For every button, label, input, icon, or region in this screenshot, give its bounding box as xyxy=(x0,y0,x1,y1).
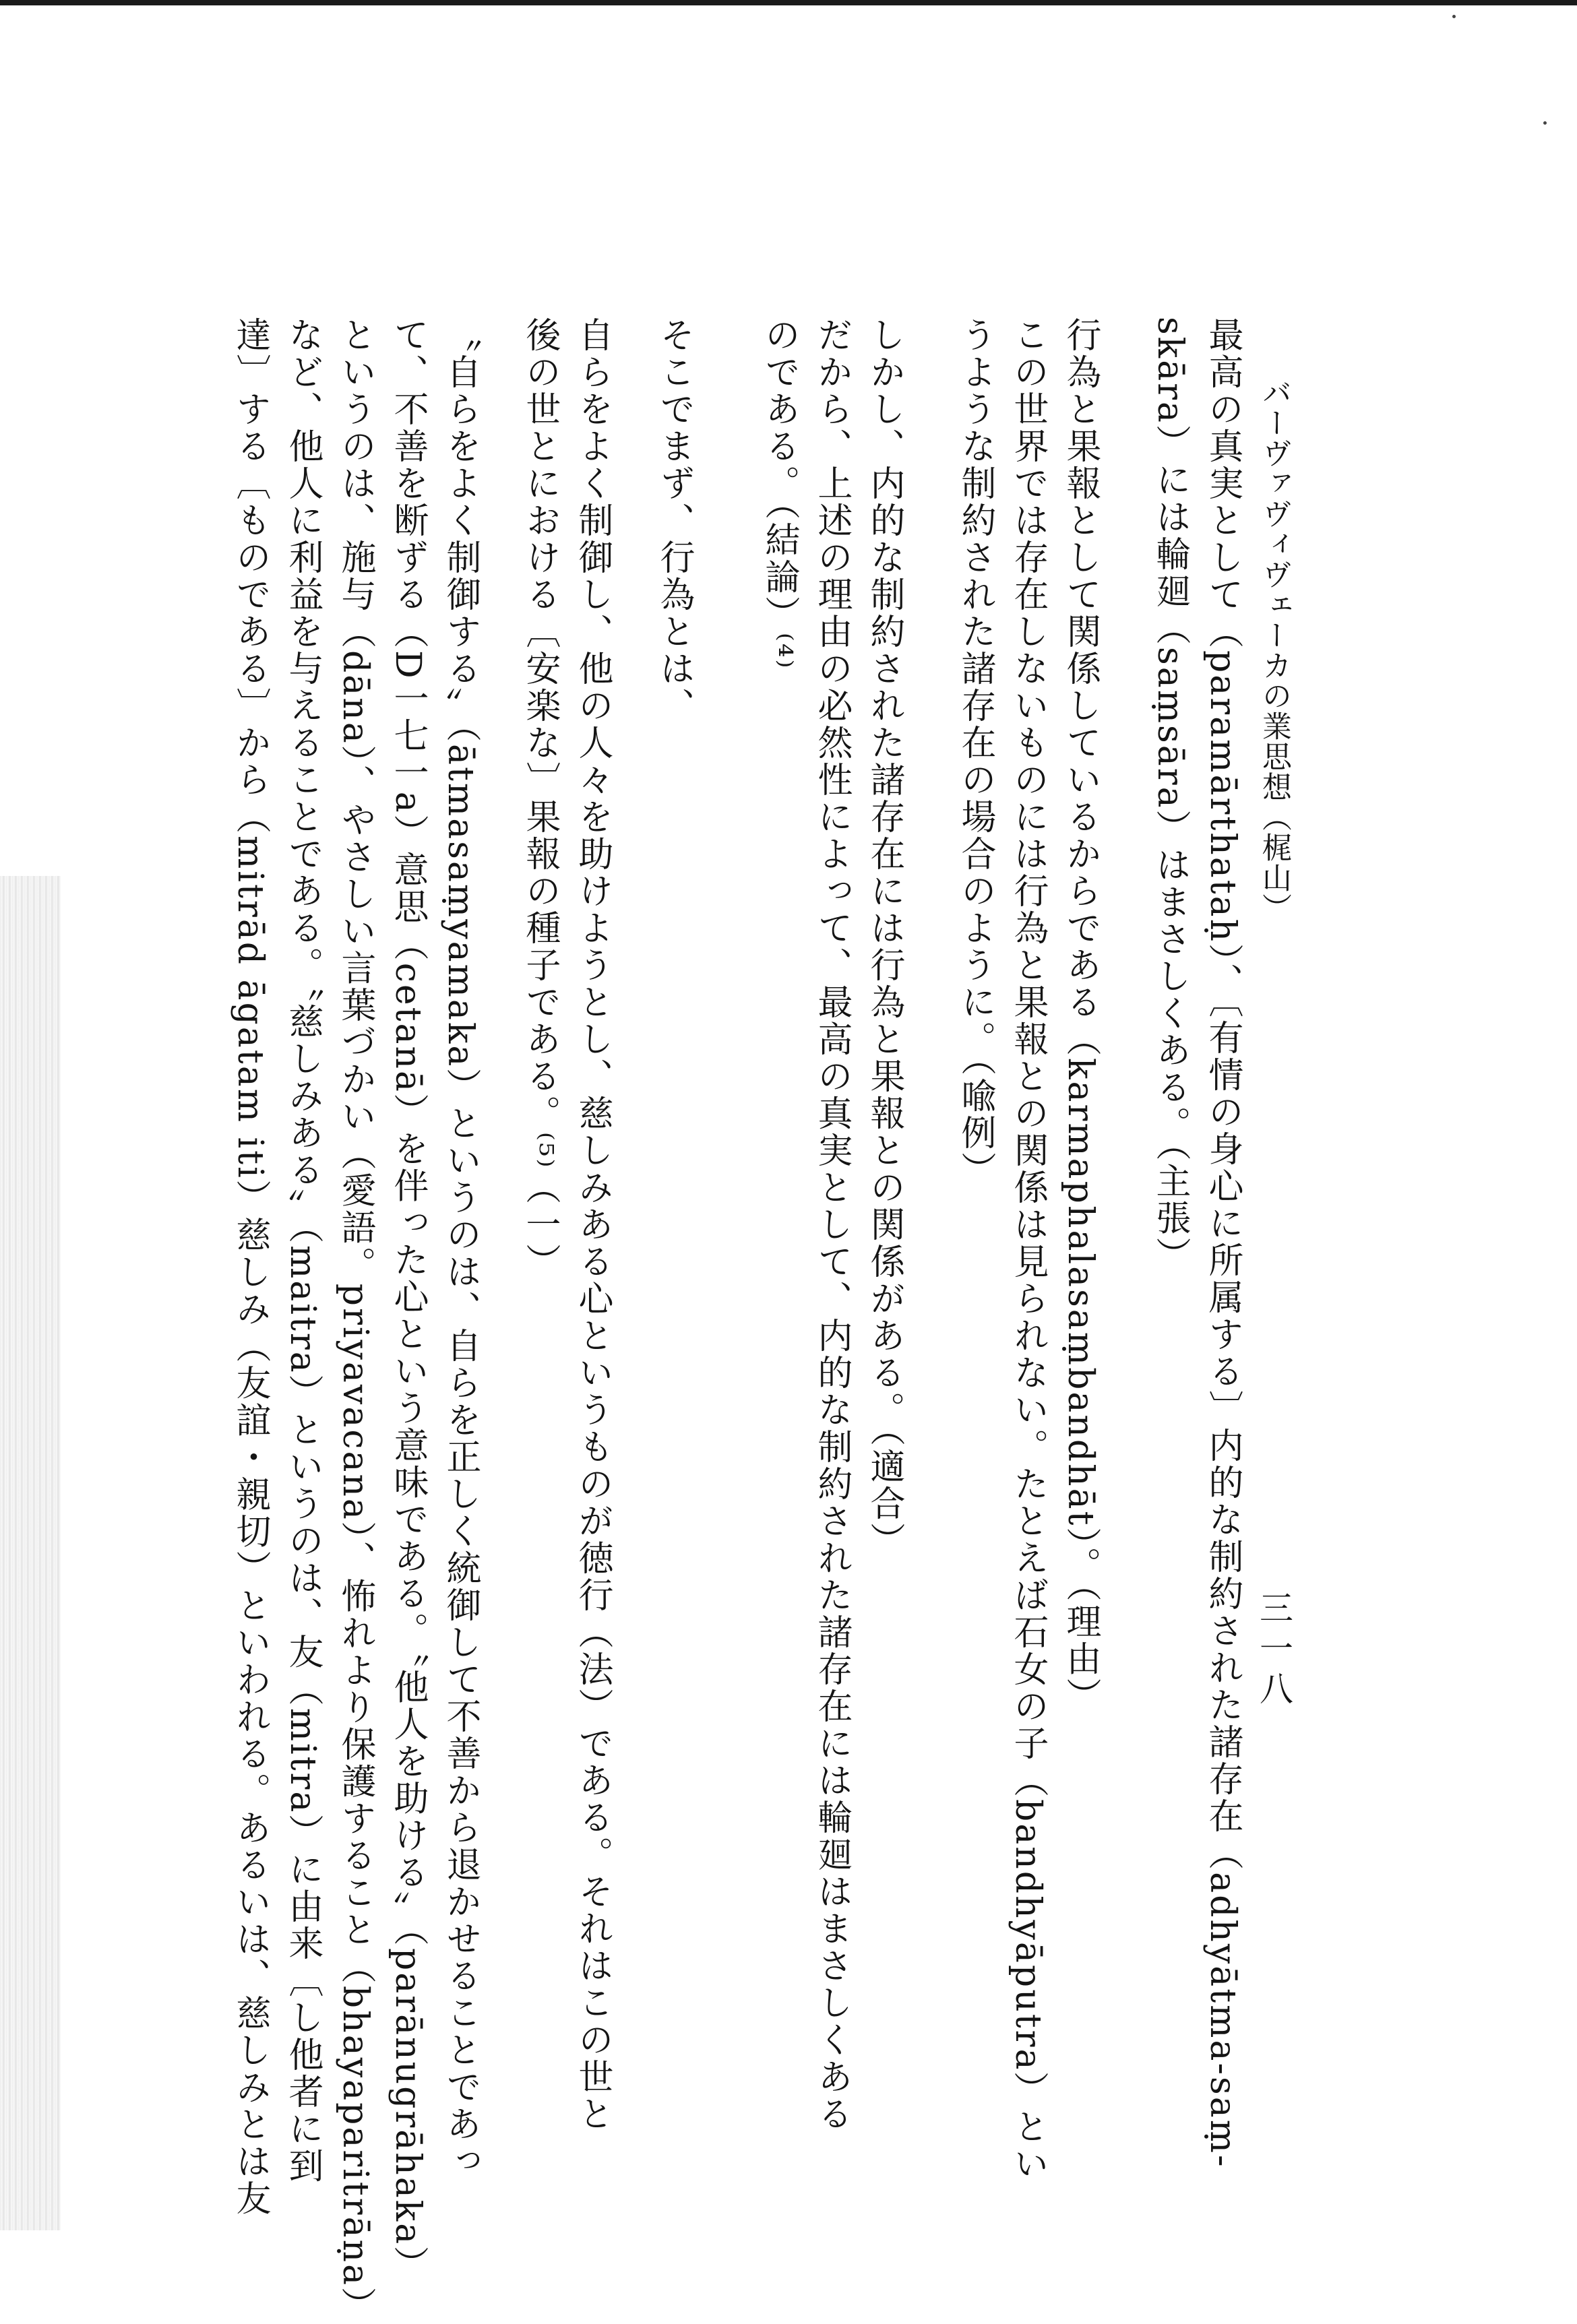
text-line: しかし、内的な制約された諸存在には行為と果報との関係がある。（適合） xyxy=(864,317,904,1559)
text-line: 最高の真実として（paramārthataḥ）、〔有情の身心に所属する〕内的な制約された諸存在（adhyātma-saṃ- xyxy=(1202,317,1243,2169)
running-head: バーヴァヴィヴェーカの業思想（梶山） xyxy=(1257,377,1291,923)
text-line: この世界では存在しないものには行為と果報との関係は見られない。たとえば石女の子（bandhyāputra）とい xyxy=(1008,317,1048,2183)
page-top-edge xyxy=(0,0,1577,5)
text-line: だから、上述の理由の必然性によって、最高の真実として、内的な制約された諸存在には輪廻はまさしくある xyxy=(811,317,852,2133)
text-line: 行為と果報として関係しているからである（karmaphalasaṃbandhāt）。（理由） xyxy=(1060,317,1101,1715)
text-line: て、不善を断ずる（D一七一a）意思（cetanā）を伴った心という意味である。〝他人を助ける〟（parānugrāhaka） xyxy=(388,317,428,2284)
text-line: というのは、施与（dāna）、やさしい言葉づかい（愛語。priyavacana）、怖れより保護すること（bhayaparitrāṇa） xyxy=(335,317,375,2324)
ink-speck xyxy=(1452,15,1456,18)
text-line: 自らをよく制御し、他の人々を助けようとし、慈しみある心というものが徳行（法）である。それはこの世と xyxy=(572,317,613,2133)
text-line: skāra）には輪廻（saṃsāra）はまさしくある。（主張） xyxy=(1150,317,1190,1274)
text-line: 〝自らをよく制御する〟（ātmasaṃyamaka）というのは、自らを正しく統御して不善から退かせることであっ xyxy=(440,317,481,2180)
text-line: うような制約された諸存在の場合のように。（喩例） xyxy=(955,317,995,1189)
ink-speck xyxy=(1543,121,1547,125)
text-line: そこでまず、行為とは、 xyxy=(654,317,694,724)
page-number: 三一八 xyxy=(1254,1590,1293,1711)
text-line: のである。（結論）⁽⁴⁾ xyxy=(759,317,799,670)
text-line: 達〕する〔ものである〕から（mitrād āgatam iti）慈しみ（友誼・親切）といわれる。あるいは、慈しみとは友 xyxy=(230,317,270,2218)
text-line: 後の世とにおける〔安楽な〕果報の種子である。⁽⁵⁾（一） xyxy=(520,317,560,1281)
text-line: など、他人に利益を与えることである。〝慈しみある〟（maitra）というのは、友（mitra）に由来〔し他者に到 xyxy=(282,317,323,2185)
scan-shadow xyxy=(0,876,61,2230)
text-line xyxy=(700,317,753,2136)
